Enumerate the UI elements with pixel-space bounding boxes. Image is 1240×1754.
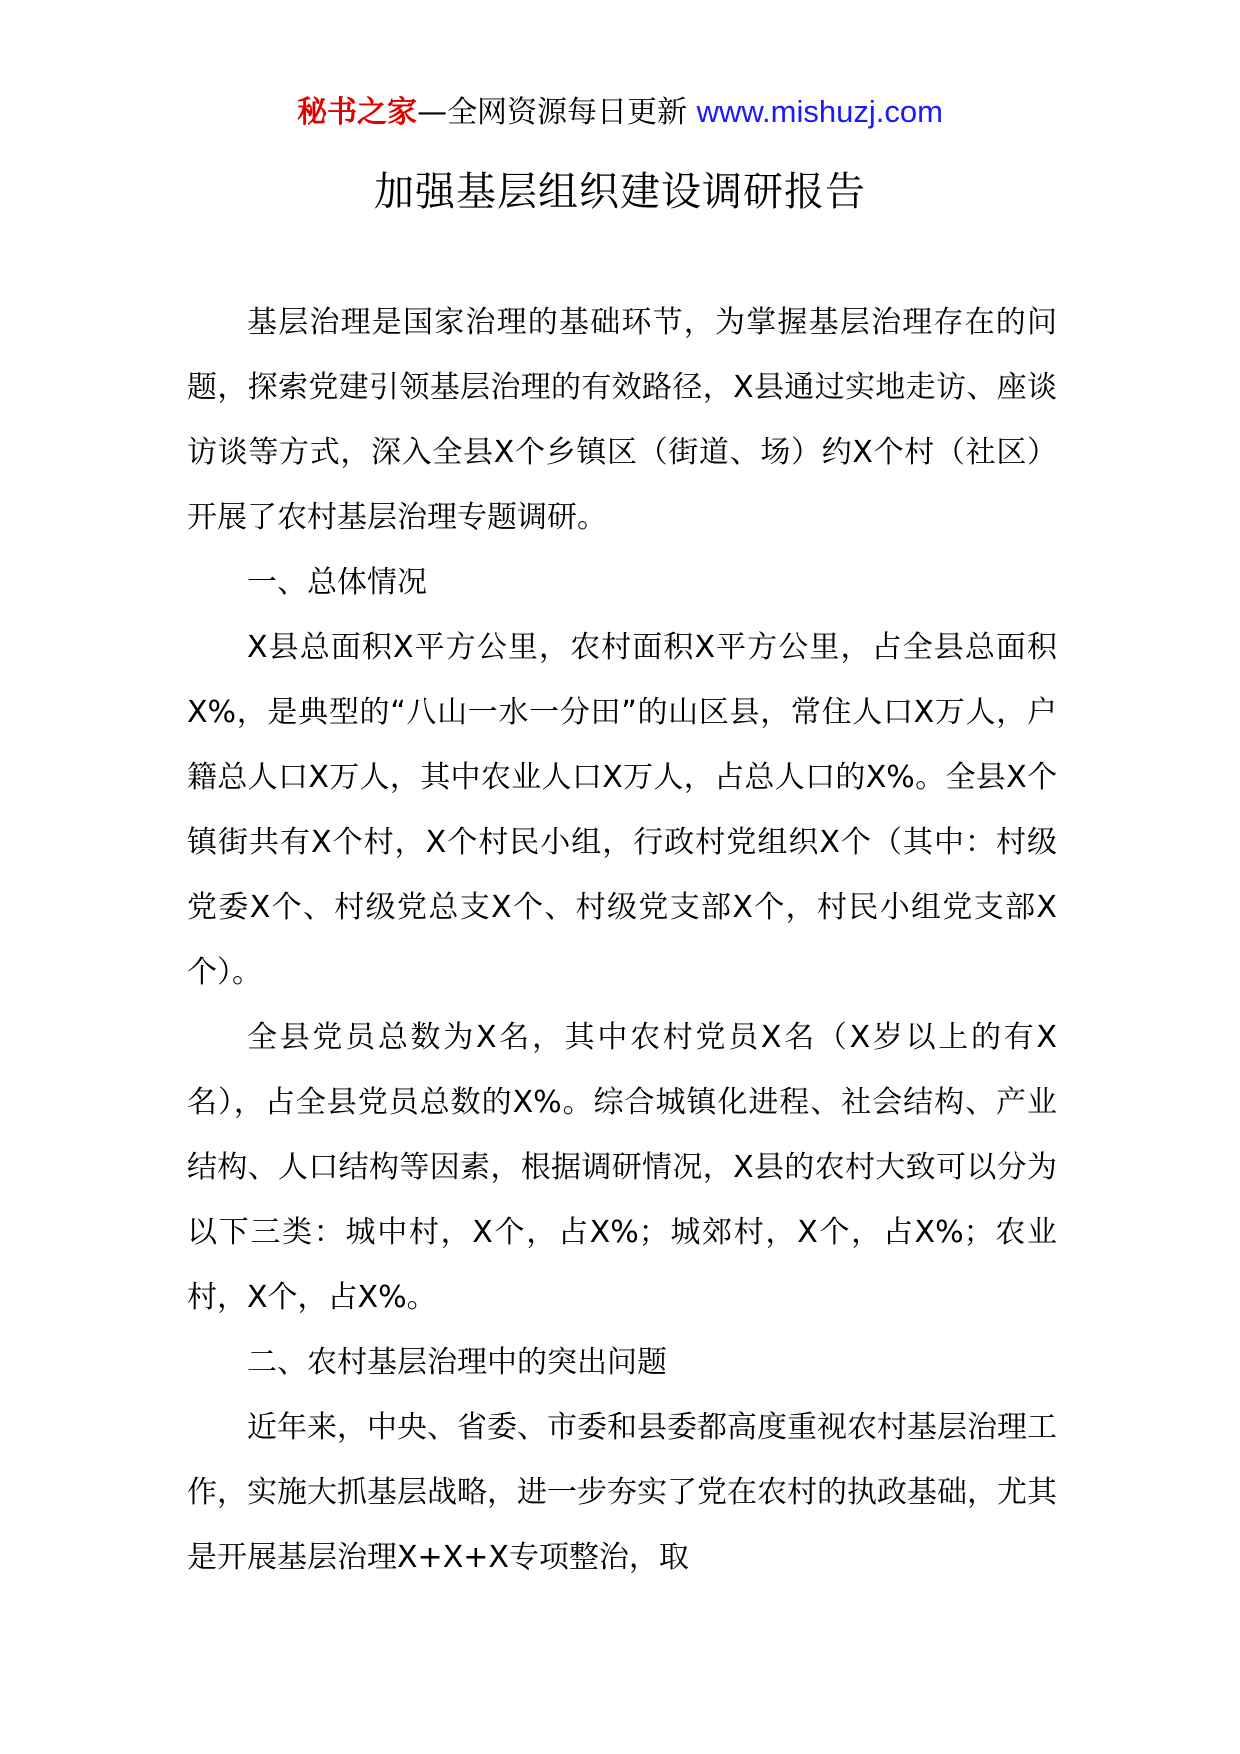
section-heading-overview: 一、总体情况 bbox=[247, 565, 427, 600]
document-title: 加强基层组织建设调研报告 bbox=[374, 169, 866, 215]
site-link[interactable]: www.mishuzj.com bbox=[696, 94, 943, 129]
paragraph-intro: 基层治理是国家治理的基础环节，为掌握基层治理存在的问题，探索党建引领基层治理的有效路径，X县通过实地走访、座谈访谈等方式，深入全县X个乡镇区（街道、场）约X个村（社区）开展了农村基层治理专题调研。 bbox=[187, 305, 1057, 535]
site-header bbox=[0, 92, 1240, 133]
paragraph-overview-area: X县总面积X平方公里，农村面积X平方公里，占全县总面积X%，是典型的“八山一水一分田”的山区县，常住人口X万人，户籍总人口X万人，其中农业人口X万人，占总人口的X%。全县X个镇街共有X个村，X个村民小组，行政村党组织X个（其中：村级党委X个、村级党总支X个、村级党支部X个，村民小组党支部X个）。 bbox=[187, 630, 1057, 990]
paragraph-problems: 近年来，中央、省委、市委和县委都高度重视农村基层治理工作，实施大抓基层战略，进一步夯实了党在农村的执政基础，尤其是开展基层治理X+X+X专项整治，取 bbox=[187, 1410, 1057, 1575]
section-heading-problems: 二、农村基层治理中的突出问题 bbox=[247, 1345, 667, 1380]
document-body bbox=[187, 290, 1057, 1590]
site-brand: 秘书之家 bbox=[297, 95, 418, 130]
paragraph-overview-members: 全县党员总数为X名，其中农村党员X名（X岁以上的有X名），占全县党员总数的X%。综合城镇化进程、社会结构、产业结构、人口结构等因素，根据调研情况，X县的农村大致可以分为以下三类：城中村，X个，占X%；城郊村，X个，占X%；农业村，X个，占X%。 bbox=[187, 1020, 1057, 1315]
site-tagline: —全网资源每日更新 bbox=[417, 95, 697, 130]
